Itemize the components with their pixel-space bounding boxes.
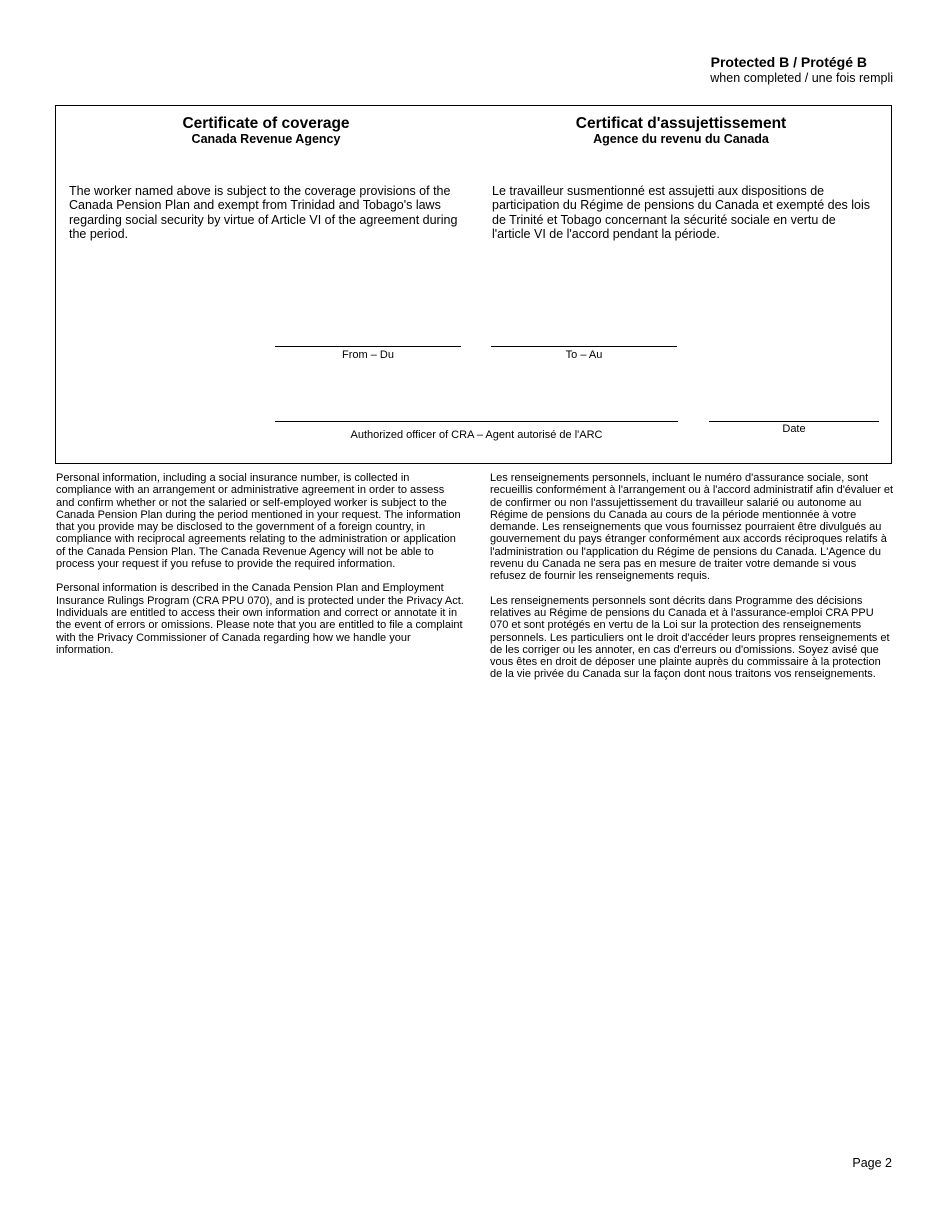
from-date-line[interactable] [275,346,461,347]
agency-name-fr: Agence du revenu du Canada [593,132,769,146]
certificate-title-english [156,115,376,146]
to-date-line[interactable] [491,346,677,347]
certificate-title-en: Certificate of coverage [182,115,350,132]
officer-signature-line[interactable] [275,421,678,422]
protected-classification: Protected B / Protégé B [710,54,867,70]
from-date-label: From – Du [342,349,394,361]
privacy-paragraph-en-1: Personal information, including a social insurance number, is collected in compliance with an arrangement or administrative agreement in order to assess and confirm whether or not the salaried or self-employed worker is subject to the Canada Pension Plan during the period mentioned in your request. The information that you provide may be disclosed to the government of a foreign country, in compliance with reciprocal agreements relating to the administration or application of the Canada Pension Plan. The Canada Revenue Agency will not be able to process your request if you refuse to provide the required information. [56,472,461,571]
signature-date-label: Date [782,423,806,435]
privacy-notice-en [56,472,464,668]
to-date-label: To – Au [565,349,603,361]
when-completed-note: when completed / une fois rempli [710,71,893,85]
privacy-paragraph-en-2: Personal information is described in the Canada Pension Plan and Employment Insurance Rulings Program (CRA PPU 070), and is protected under the Privacy Act. Individuals are entitled to access their own information and correct or annotate it in the event of errors or omissions. Please note that you are entitled to file a complaint with the Privacy Commissioner of Canada regarding how we handle your information. [56,582,464,656]
agency-name-en: Canada Revenue Agency [191,132,341,146]
certificate-box [55,105,892,464]
signature-date-line[interactable] [709,421,879,422]
certificate-title-french [561,115,801,146]
privacy-notice-fr [490,472,894,693]
privacy-paragraph-fr-1: Les renseignements personnels, incluant le numéro d'assurance sociale, sont recueillis conformément à l'arrangement ou à l'accord administratif afin d'évaluer et de confirmer ou non l'assujettissement du travailleur salarié ou autonome au Régime de pensions du Canada au cours de la période mentionnée à votre demande. Les renseignements que vous fournissez pourraient être divulgués au gouvernement du pays étranger conformément aux accords réciproques relatifs à l'administration ou l'application du Régime de pensions du Canada. L'Agence du revenu du Canada ne sera pas en mesure de traiter votre demande si vous refusez de fournir les renseignements requis. [490,472,894,583]
coverage-statement-en: The worker named above is subject to the coverage provisions of the Canada Pension Plan and exempt from Trinidad and Tobago's laws regarding social security by virtue of Article VI of the agreement during the period. [69,184,458,241]
page-number: Page 2 [852,1156,892,1170]
privacy-paragraph-fr-2: Les renseignements personnels sont décrits dans Programme des décisions relatives au Régime de pensions du Canada et à l'assurance-emploi CRA PPU 070 et sont protégés en vertu de la Loi sur la protection des renseignements personnels. Les particuliers ont le droit d'accéder leurs propres renseignements et de les corriger ou les annoter, en cas d'erreurs ou d'omissions. Soyez avisé que vous êtes en droit de déposer une plainte auprès du commissaire à la protection de la vie privée du Canada sur la façon dont nous traitons vos renseignements. [490,594,890,681]
coverage-statement-fr: Le travailleur susmentionné est assujetti aux dispositions de participation du Régime de pensions du Canada et exempté des lois de Trinité et Tobago concernant la sécurité sociale en vertu de l'article VI de l'accord pendant la période. [492,184,871,241]
certificate-title-fr: Certificat d'assujettissement [575,115,787,132]
officer-signature-label: Authorized officer of CRA – Agent autorisé de l'ARC [350,429,603,441]
protected-header [711,54,880,70]
